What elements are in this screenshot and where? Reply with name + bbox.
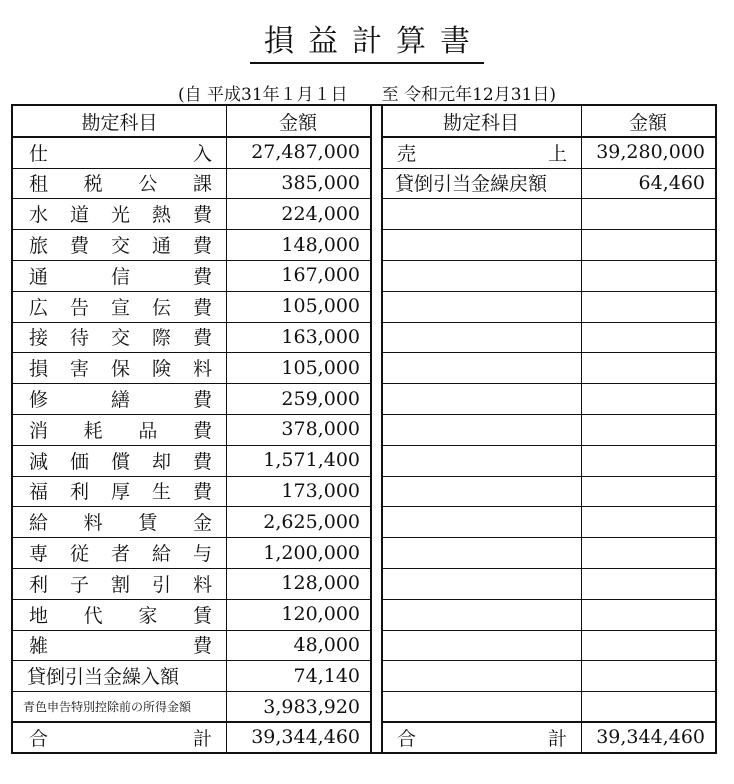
period-range: (自 平成31年１月１日 至 令和元年12月31日) [178, 85, 556, 105]
total-left-label: 合 計 [29, 727, 212, 750]
total-left-amount: 39,344,460 [251, 726, 360, 749]
expense-amount: 1,200,000 [263, 541, 360, 564]
row-divider [381, 506, 715, 507]
row-divider [381, 260, 715, 261]
expense-label: 租 税 公 課 [29, 173, 212, 196]
row-divider [381, 630, 715, 631]
row-divider [13, 721, 370, 723]
expense-amount: 3,983,920 [263, 695, 360, 718]
expense-label: 水 道 光 熱 費 [29, 204, 212, 227]
expense-label: 雑 費 [29, 635, 212, 658]
row-divider [381, 352, 715, 353]
row-divider [13, 322, 370, 323]
revenue-label: 売 上 [397, 142, 567, 165]
row-divider [381, 198, 715, 199]
header-right-amount: 金額 [628, 111, 667, 134]
expense-label: 通 信 費 [29, 265, 212, 288]
row-divider [13, 630, 370, 631]
column-divider [226, 106, 227, 753]
row-divider [381, 414, 715, 415]
expense-label: 接 待 交 際 費 [29, 327, 212, 350]
row-divider [13, 260, 370, 261]
expense-label: 修 繕 費 [29, 389, 212, 412]
total-right-label: 合 計 [397, 727, 567, 750]
expense-amount: 259,000 [281, 387, 360, 410]
row-divider [13, 229, 370, 230]
column-divider [381, 106, 383, 753]
row-divider [381, 229, 715, 230]
expense-label: 給 料 賃 金 [29, 512, 212, 535]
row-divider [13, 476, 370, 477]
expense-label: 減 価 償 却 費 [29, 450, 212, 473]
row-divider [381, 445, 715, 446]
row-divider [13, 599, 370, 600]
header-left-item: 勘定科目 [81, 111, 158, 134]
expense-label: 貸倒引当金繰入額 [27, 666, 180, 689]
expense-label: 消 耗 品 費 [29, 419, 212, 442]
row-divider [13, 136, 370, 138]
expense-amount: 163,000 [281, 325, 360, 348]
row-divider [13, 691, 370, 692]
expense-amount: 105,000 [281, 295, 360, 318]
row-divider [381, 660, 715, 661]
row-divider [13, 506, 370, 507]
expense-amount: 48,000 [293, 633, 360, 656]
row-divider [381, 599, 715, 600]
row-divider [13, 168, 370, 169]
row-divider [13, 198, 370, 199]
row-divider [381, 537, 715, 538]
row-divider [381, 136, 715, 138]
row-divider [13, 352, 370, 353]
expense-amount: 385,000 [281, 171, 360, 194]
header-right-item: 勘定科目 [442, 111, 519, 134]
expense-label: 損 害 保 険 料 [29, 358, 212, 381]
expense-amount: 173,000 [281, 479, 360, 502]
expense-amount: 1,571,400 [263, 449, 360, 472]
row-divider [381, 476, 715, 477]
expense-amount: 378,000 [281, 418, 360, 441]
expense-label: 広 告 宣 伝 費 [29, 296, 212, 319]
header-left-amount: 金額 [278, 111, 317, 134]
expense-amount: 120,000 [281, 603, 360, 626]
column-divider [370, 106, 372, 753]
row-divider [381, 168, 715, 169]
row-divider [13, 445, 370, 446]
expense-label: 利 子 割 引 料 [29, 573, 212, 596]
expense-label: 仕 入 [29, 142, 212, 165]
expense-label: 地 代 家 賃 [29, 604, 212, 627]
row-divider [381, 383, 715, 384]
expense-amount: 2,625,000 [263, 510, 360, 533]
expense-label: 専 従 者 給 与 [29, 543, 212, 566]
row-divider [13, 414, 370, 415]
revenue-label: 貸倒引当金繰戻額 [395, 173, 548, 196]
total-right-amount: 39,344,460 [596, 726, 705, 749]
row-divider [381, 291, 715, 292]
expense-label: 旅 費 交 通 費 [29, 235, 212, 258]
expense-amount: 74,140 [293, 664, 360, 687]
row-divider [13, 383, 370, 384]
row-divider [13, 660, 370, 661]
expense-label: 青色申告特別控除前の所得金額 [23, 700, 192, 715]
row-divider [13, 568, 370, 569]
expense-amount: 167,000 [281, 264, 360, 287]
expense-amount: 224,000 [281, 202, 360, 225]
row-divider [381, 322, 715, 323]
expense-amount: 128,000 [281, 572, 360, 595]
title-text: 損益計算書 [250, 22, 484, 64]
income-statement-table [11, 104, 717, 754]
row-divider [13, 537, 370, 538]
row-divider [13, 291, 370, 292]
expense-label: 福 利 厚 生 費 [29, 481, 212, 504]
revenue-amount: 64,460 [638, 171, 705, 194]
revenue-amount: 39,280,000 [596, 141, 705, 164]
row-divider [381, 568, 715, 569]
expense-amount: 105,000 [281, 356, 360, 379]
expense-amount: 27,487,000 [251, 141, 360, 164]
column-divider [581, 106, 582, 753]
row-divider [381, 721, 715, 723]
document-title [0, 22, 734, 64]
row-divider [381, 691, 715, 692]
expense-amount: 148,000 [281, 233, 360, 256]
